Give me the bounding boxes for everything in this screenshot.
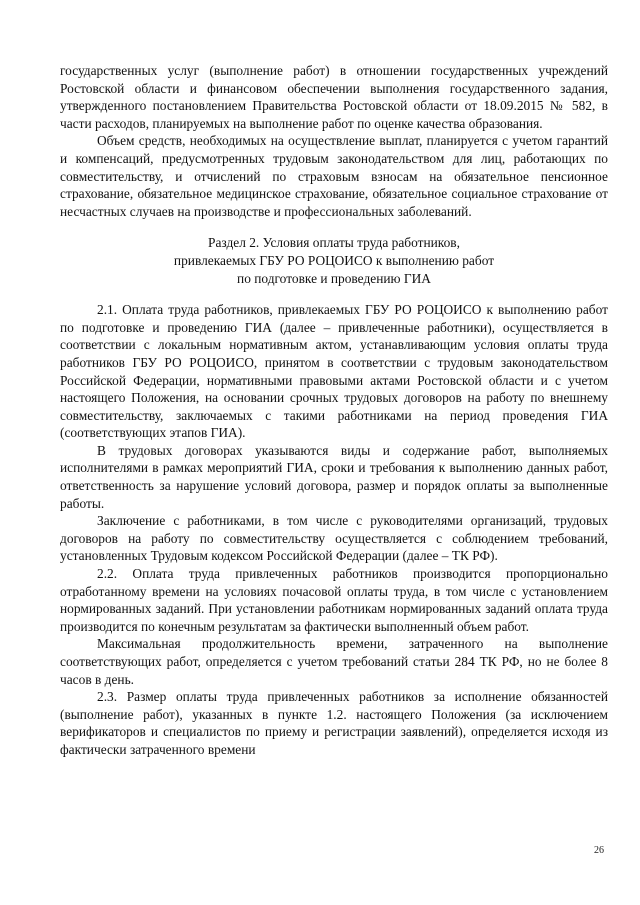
paragraph-2-2: 2.2. Оплата труда привлеченных работников производится пропорционально отработанному времени на условиях почасовой оплаты труда, в том числе с установлением нормированных заданий. При установлении работникам нормированных заданий оплата труда производится по конечным результатам за фактически выполненный объем работ.: [60, 566, 608, 634]
page-number: 26: [594, 845, 604, 856]
section-heading-line-3: по подготовке и проведению ГИА: [237, 270, 431, 286]
paragraph-continuation: государственных услуг (выполнение работ) в отношении государственных учреждений Ростовской области и финансовом обеспечении выполнения государственного задания, утвержденного постановлением Правительства Ростовской области от 18.09.2015 № 582, в части расходов, планируемых на выполнение работ по оценке качества образования.: [60, 63, 608, 131]
paragraph-max-duration: Максимальная продолжительность времени, затраченного на выполнение соответствующих работ, определяется с учетом требований статьи 284 ТК РФ, но не более 8 часов в день.: [60, 636, 608, 687]
paragraph-contracts: В трудовых договорах указываются виды и содержание работ, выполняемых исполнителями в рамках мероприятий ГИА, сроки и требования к выполнению данных работ, ответственность за нарушение условий договора, размер и порядок оплаты за выполненные работы.: [60, 442, 608, 511]
paragraph-2-3: 2.3. Размер оплаты труда привлеченных работников за исполнение обязанностей (выполнение работ), указанных в пункте 1.2. настоящего Положения (за исключением верификаторов и специалистов по приему и регистрации заявлений), определяется исходя из фактически затраченного времени: [60, 689, 608, 757]
paragraph-2-1: 2.1. Оплата труда работников, привлекаемых ГБУ РО РОЦОИСО к выполнению работ по подготовке и проведению ГИА (далее – привлеченные работники), осуществляется в соответствии с локальным нормативным актом, устанавливающим условия оплаты труда работников ГБУ РО РОЦОИСО, принятом в соответствии с трудовым законодательством Российской Федерации, нормативными правовыми актами Ростовской области и с учетом настоящего Положения, на основании срочных трудовых договоров на работу по внешнему совместительству, заключаемых с такими работниками на период проведения ГИА (соответствующих этапов ГИА).: [60, 302, 608, 441]
section-heading-line-1: Раздел 2. Условия оплаты труда работников,: [208, 235, 460, 251]
document-body: [60, 62, 608, 759]
section-heading-line-2: привлекаемых ГБУ РО РОЦОИСО к выполнению работ: [173, 252, 495, 268]
paragraph-funding-volume: Объем средств, необходимых на осуществление выплат, планируется с учетом гарантий и компенсаций, предусмотренных трудовым законодательством для лиц, работающих по совместительству, и отчислений по страховым взносам на обязательное пенсионное страхование, обязательное медицинское страхование, обязательное социальное страхование от несчастных случаев на производстве и профессиональных заболеваний.: [60, 133, 608, 219]
section-heading: [60, 234, 608, 287]
paragraph-conclusion: Заключение с работниками, в том числе с руководителями организаций, трудовых договоров на работу по совместительству осуществляется с соблюдением требований, установленных Трудовым кодексом Российской Федерации (далее – ТК РФ).: [60, 513, 608, 564]
